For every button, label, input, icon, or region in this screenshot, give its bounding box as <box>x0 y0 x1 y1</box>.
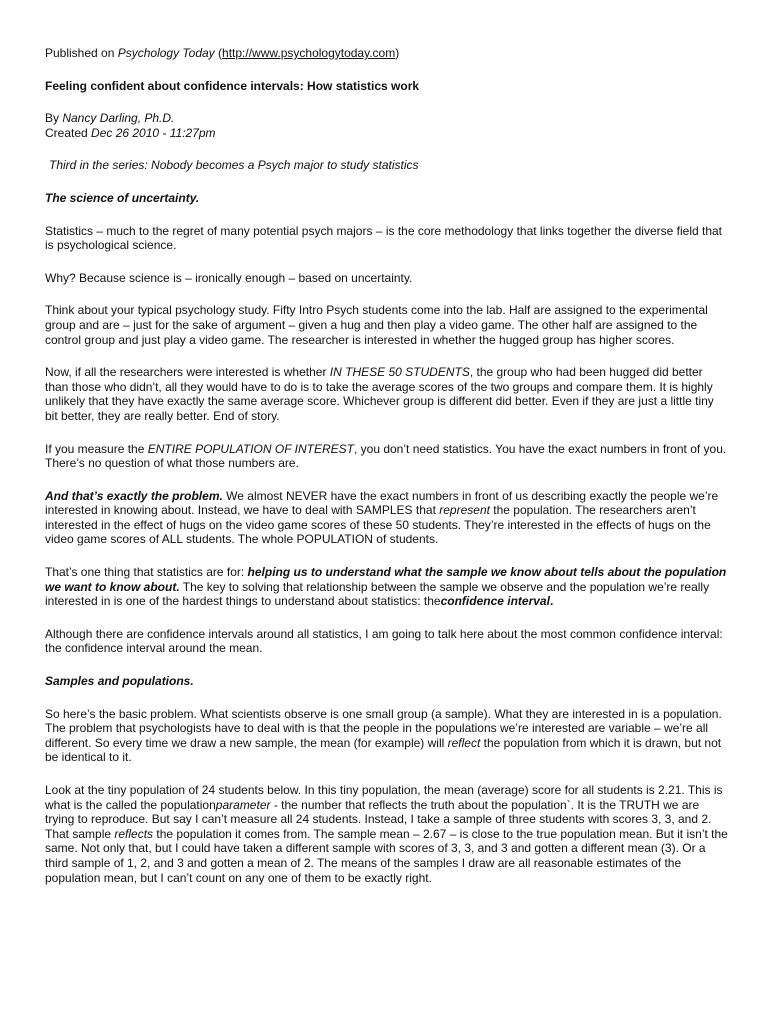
author-name: Nancy Darling, Ph.D. <box>62 111 175 126</box>
paragraph-2: Why? Because science is – ironically enough – based on uncertainty. <box>45 270 413 285</box>
site-name: Psychology Today <box>117 46 215 60</box>
paragraph-6-text: the population. The researchers aren’t interested in the effect of hugs on the video game scores of these 50 students. They’re interested in the effects of hugs on the video game scores of ALL students. The whole POPULATION of students. <box>45 503 711 547</box>
emphasis-text: reflects <box>114 826 154 841</box>
published-label: Published on <box>45 46 118 60</box>
section-heading-text: Samples and populations. <box>45 674 194 689</box>
emphasis-text: parameter <box>215 797 271 812</box>
paragraph-6-text: We almost NEVER have the exact numbers in front of us describing exactly the people we’re interested in knowing about. Instead, we have to deal with SAMPLES that <box>45 488 719 518</box>
document-page <box>45 46 728 903</box>
paragraph-1: Statistics – much to the regret of many potential psych majors – is the core methodology that links together the diverse field that is psychological science. <box>45 223 723 253</box>
bold-italic-text: confidence interval <box>440 594 550 609</box>
section-heading-text: The science of uncertainty. <box>45 190 200 205</box>
paragraph-5 <box>45 442 728 471</box>
published-line <box>45 46 728 61</box>
open-paren: ( <box>214 46 223 60</box>
byline-block <box>45 111 728 140</box>
site-url-link[interactable]: http://www.psychologytoday.com <box>222 46 396 60</box>
paragraph-7-text: That’s one thing that statistics are for: <box>45 565 248 580</box>
paragraph-8: Although there are confidence intervals around all statistics, I am going to talk here about the most common confidence interval: the confidence interval around the mean. <box>45 626 723 656</box>
series-note <box>45 158 728 173</box>
paragraph-6 <box>45 489 728 547</box>
article-title: Feeling confident about confidence intervals: How statistics work <box>45 78 420 93</box>
paragraph-9 <box>45 707 728 765</box>
created-label: Created <box>45 125 92 140</box>
emphasis-text: IN THESE 50 STUDENTS <box>329 365 470 380</box>
paragraph-4 <box>45 365 728 423</box>
paragraph-7 <box>45 565 728 609</box>
bold-italic-text: And that’s exactly the problem. <box>45 488 223 503</box>
paragraph-5-text: If you measure the <box>45 441 148 456</box>
paragraph-7-text: The key to solving that relationship between the sample we observe and the population we’re really interested in is one of the hardest things to understand about statistics: the <box>45 579 710 609</box>
paragraph-10-text: the population it comes from. The sample mean – 2.67 – is close to the true population mean. But it isn’t the same. Not only that, but I could have taken a different sample with scores of 3, 3, and 3 and gotten a different mean (3). Or a third sample of 1, 2, and 3 and gotten a mean of 2. The means of the samples I draw are all reasonable estimates of the population mean, but I can’t count on any one of them to be exactly right. <box>45 826 728 885</box>
emphasis-text: reflect <box>447 735 481 750</box>
created-date: Dec 26 2010 - 11:27pm <box>91 125 216 140</box>
section-heading-samples <box>45 674 728 689</box>
close-paren: ) <box>395 46 400 60</box>
paragraph-10 <box>45 783 728 885</box>
by-label: By <box>45 111 63 126</box>
series-note-text: Third in the series: Nobody becomes a Psych major to study statistics <box>49 158 419 173</box>
section-heading-uncertainty <box>45 191 728 206</box>
paragraph-4-text: , the group who had been hugged did better than those who didn’t, all they would have to do is to take the average scores of the two groups and compare them. It is highly unlikely that they have exactly the same average score. Whichever group is different did better. Even if they are just a little tiny bit better, they are really better. End of story. <box>45 365 714 423</box>
paragraph-5-text: , you don’t need statistics. You have the exact numbers in front of you. There’s no question of what those numbers are. <box>45 441 727 471</box>
paragraph-10-text: - the number that reflects the truth about the population`. It is the TRUTH we are trying to reproduce. But say I can’t measure all 24 students. Instead, I take a sample of three students with scores 3, 3, and 2. That sample <box>45 797 712 841</box>
emphasis-text: ENTIRE POPULATION OF INTEREST <box>147 441 354 456</box>
paragraph-9-text: the population from which it is drawn, but not be identical to it. <box>45 735 722 765</box>
paragraph-3: Think about your typical psychology study. Fifty Intro Psych students come into the lab. Half are assigned to the experimental group and are – just for the sake of argument – given a hug and then play a video game. The other half are assigned to the control group and just play a video game. The researcher is interested in whether the hugged group has higher scores. <box>45 303 708 347</box>
emphasis-text: represent <box>439 503 490 518</box>
period-text: . <box>549 594 554 609</box>
bold-italic-text: helping us to understand what the sample we know about tells about the population we want to know about. <box>45 565 727 594</box>
paragraph-10-text: Look at the tiny population of 24 students below. In this tiny population, the mean (average) score for all students is 2.21. This is what is the called the population <box>45 783 723 812</box>
paragraph-9-text: So here’s the basic problem. What scientists observe is one small group (a sample). What they are interested in is a population. The problem that psychologists have to deal with is that the people in the populations we’re interested are variable – we’re all different. So every time we draw a new sample, the mean (for example) will <box>45 706 722 750</box>
paragraph-4-text: Now, if all the researchers were interested is whether <box>45 365 330 380</box>
